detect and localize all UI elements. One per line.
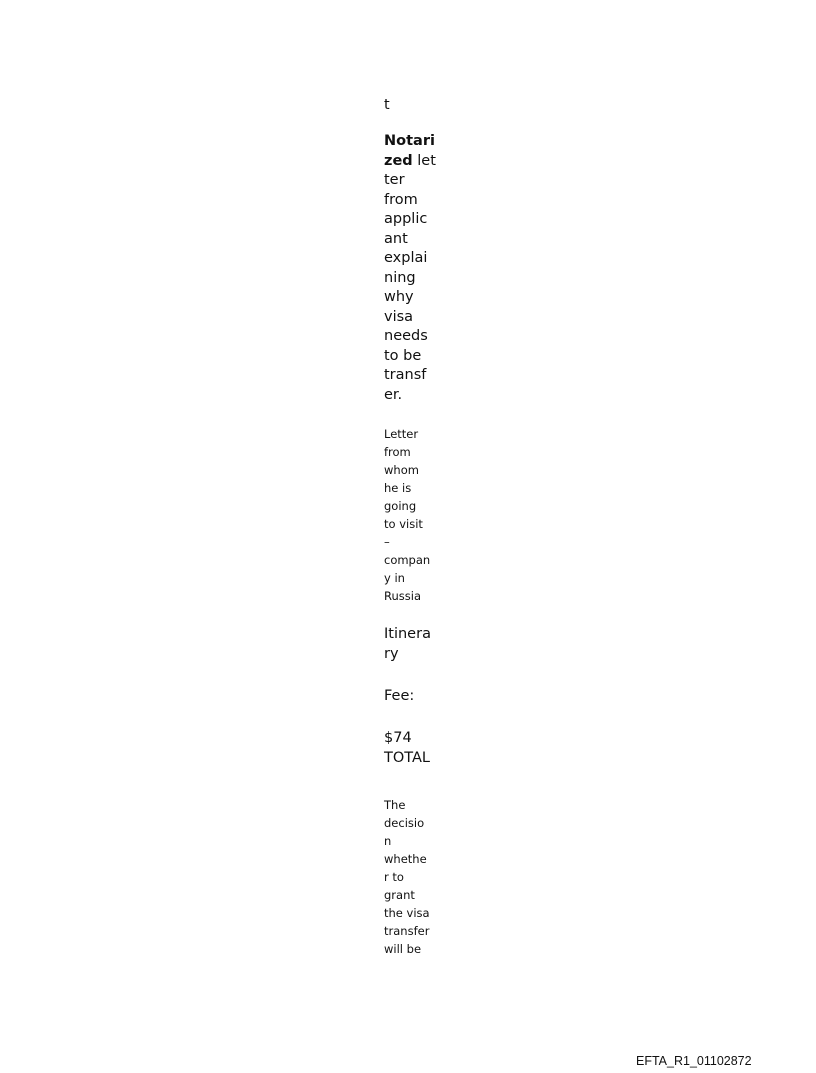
bates-stamp: EFTA_R1_01102872 [636, 1054, 752, 1068]
letter-from-requirement: Letter from whom he is going to visit – compan y in Russia [384, 427, 431, 603]
fee-label: Fee: [384, 688, 415, 704]
partial-text: t [384, 97, 390, 113]
decision-text: The decisio n whethe r to grant the visa transfer will be [384, 798, 430, 956]
notarized-rest-text: let ter from applic ant explai ning why visa needs to be transf er. [384, 152, 436, 403]
fee-total: $74 TOTAL [384, 730, 430, 766]
notarized-letter-requirement [384, 132, 436, 405]
itinerary-requirement: Itinera ry [384, 626, 431, 662]
notarized-bold-text: Notari zed [384, 133, 435, 169]
